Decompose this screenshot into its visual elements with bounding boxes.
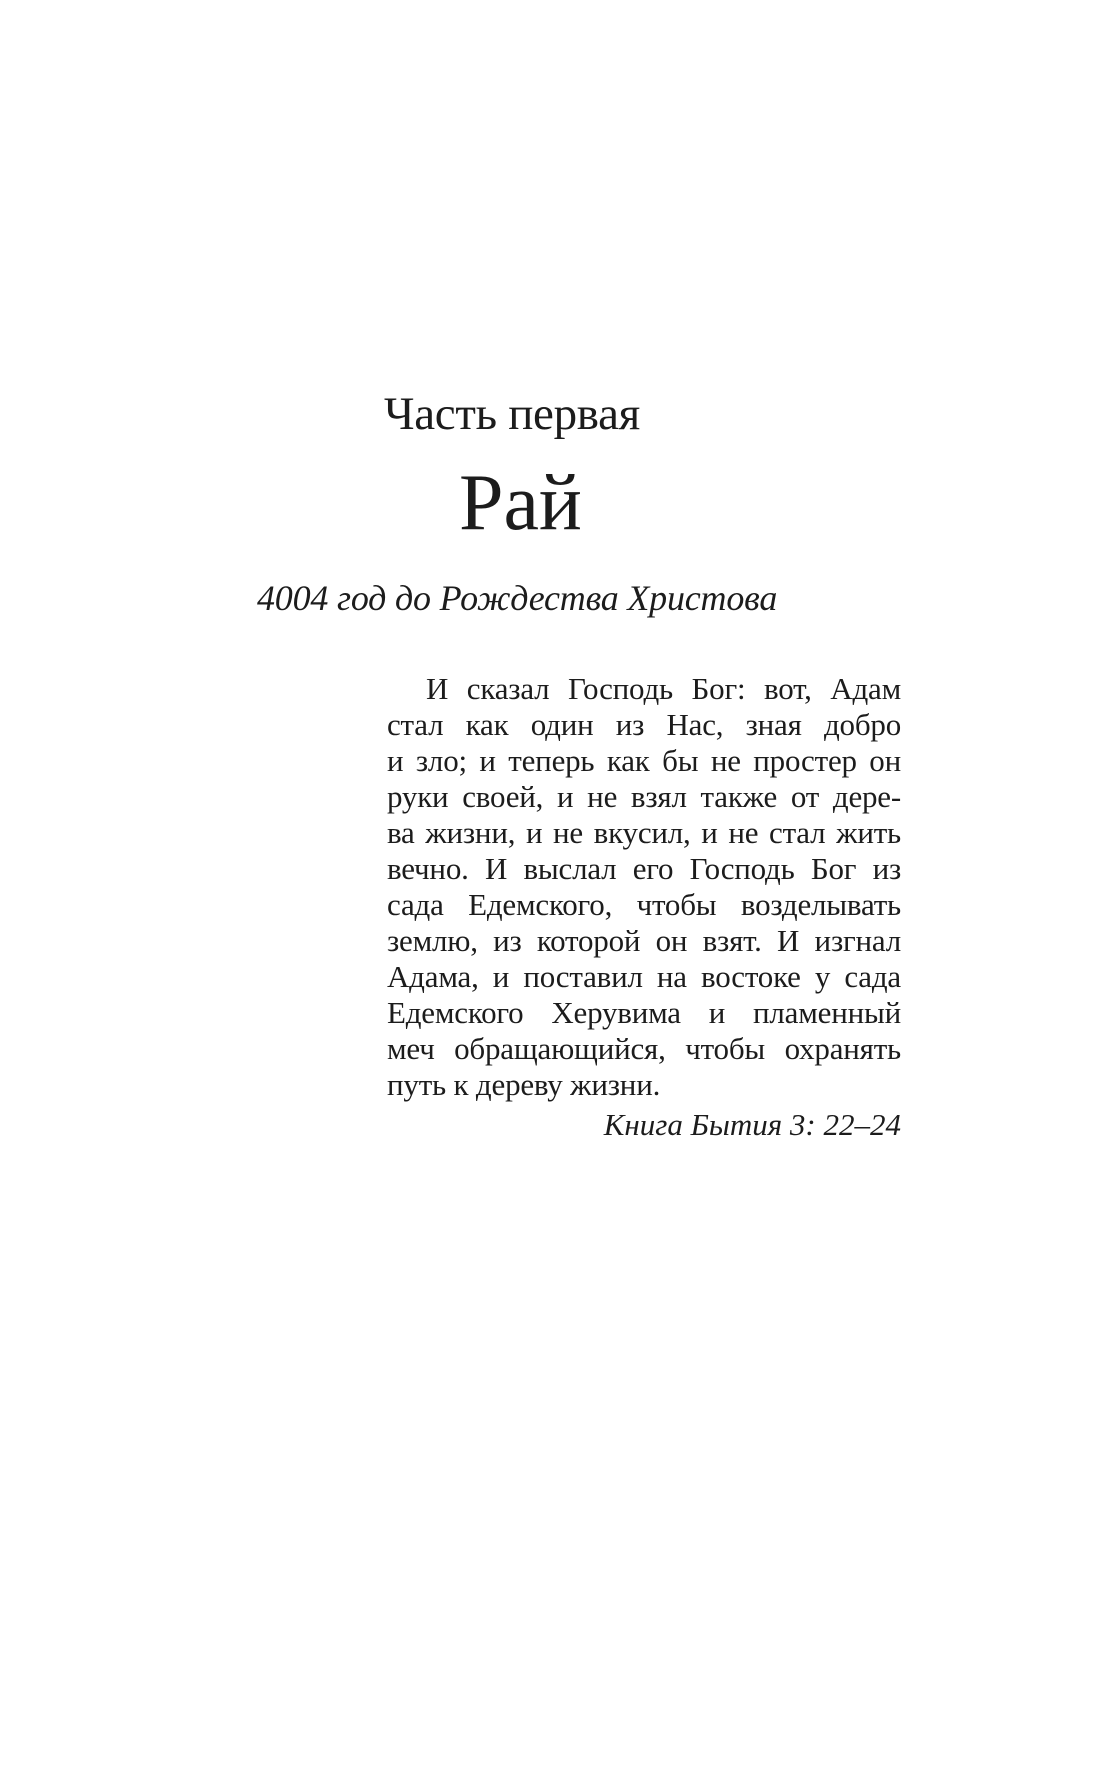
epigraph-line: землю, из которой он взят. И изгнал	[387, 923, 901, 958]
part-title: Рай	[459, 459, 582, 547]
date-line: 4004 год до Рождества Христова	[257, 578, 778, 618]
epigraph-line: и зло; и теперь как бы не простер он	[387, 743, 901, 778]
epigraph-line: вечно. И выслал его Господь Бог из	[387, 851, 901, 886]
part-label: Часть первая	[384, 388, 640, 440]
epigraph-line: И сказал Господь Бог: вот, Адам	[426, 671, 901, 706]
epigraph-line: Едемского Херувима и пламенный	[387, 995, 901, 1030]
epigraph-line: стал как один из Нас, зная добро	[387, 707, 901, 742]
epigraph-line: сада Едемского, чтобы возделывать	[387, 887, 901, 922]
epigraph-line: меч обращающийся, чтобы охранять	[387, 1031, 901, 1066]
epigraph-line: ва жизни, и не вкусил, и не стал жить	[387, 815, 901, 850]
epigraph-line: руки своей, и не взял также от дере-	[387, 779, 901, 814]
epigraph	[387, 671, 901, 1143]
epigraph-line: Адама, и поставил на востоке у сада	[387, 959, 901, 994]
epigraph-line: путь к дереву жизни.	[387, 1067, 661, 1102]
epigraph-citation: Книга Бытия 3: 22–24	[603, 1107, 901, 1142]
